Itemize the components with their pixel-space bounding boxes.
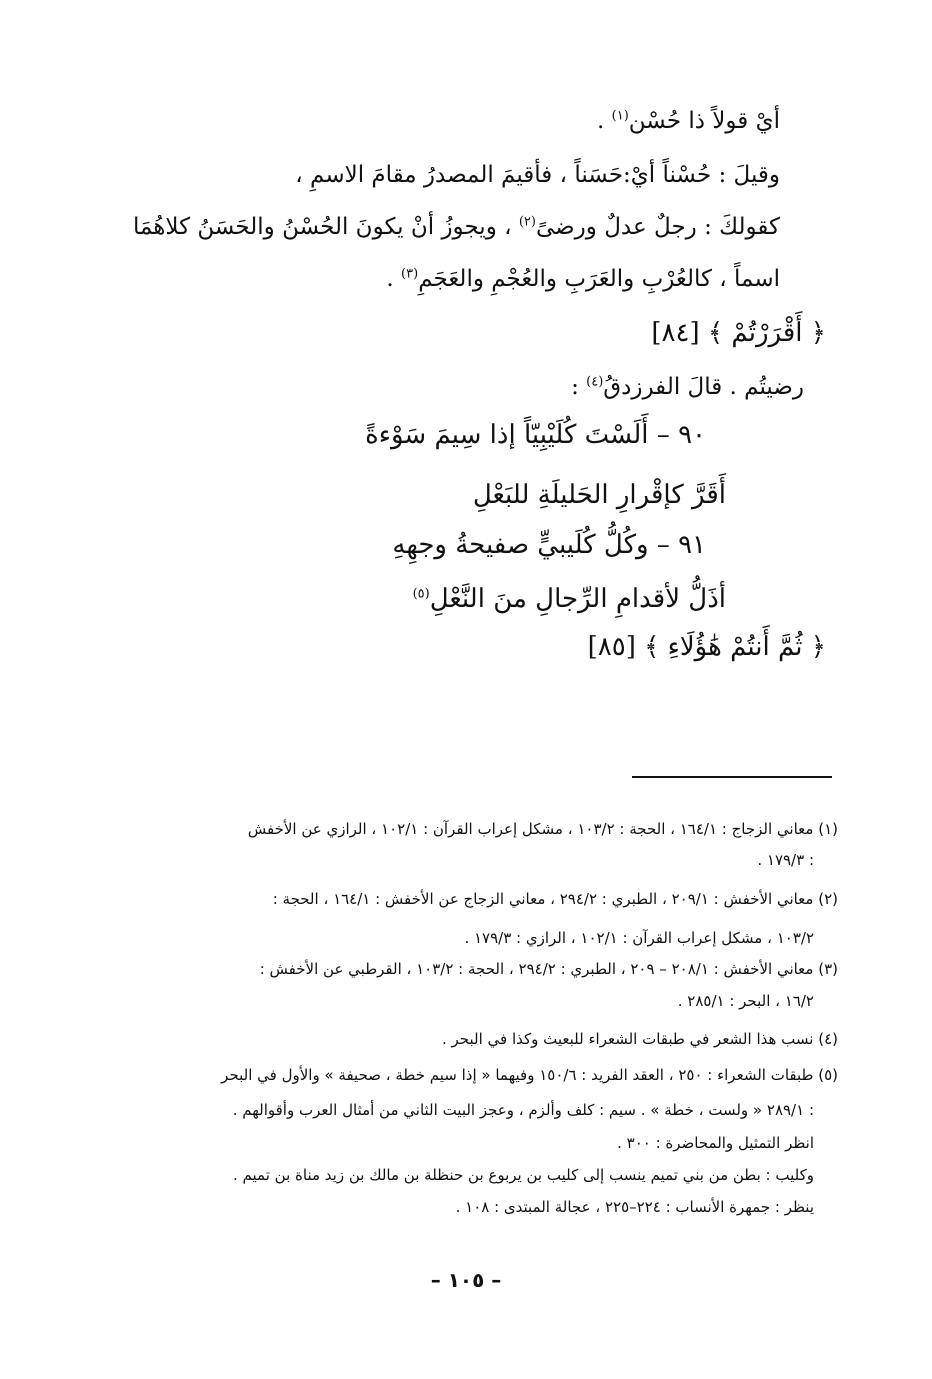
- main-text-line-2: وقيلَ : حُسْناً أيْ:حَسَناً ، فأقيمَ المصدرُ مقامَ الاسمِ ،: [295, 162, 780, 188]
- verse-reference: [٨٥]: [587, 632, 636, 662]
- verse-number: ٩٠ –: [656, 420, 706, 450]
- footnote-ref-3[interactable]: (٣): [401, 266, 419, 282]
- footnote-5-continued: : ٢٨٩/١ « ولست ، خطة » . سيم : كلف وألزم ، وعجز البيت الثاني من أمثال العرب وأقوالهم .: [232, 1101, 814, 1119]
- footnote-ref-4[interactable]: (٤): [586, 374, 604, 390]
- page-number: – ١٠٥ –: [430, 1268, 502, 1292]
- poem-verse-90-second-hemistich: أَقَرَّ كإقْرارِ الحَليلَةِ للبَعْلِ: [472, 480, 726, 510]
- footnote-4: (٤) نسب هذا الشعر في طبقات الشعراء للبعيث وكذا في البحر .: [441, 1030, 838, 1048]
- main-text-line-3: كقولكَ : رجلٌ عدلٌ ورضىً$^{(٢)}$ ، ويجوزُ أنْ يكونَ الحُسْنُ والحَسَنُ كلاهُمَا: [132, 214, 780, 240]
- poem-verse-91-first-hemistich: ٩١ – وكُلُّ كُلَيبيٍّ صفيحةُ وجهِهِ: [392, 530, 706, 560]
- footnote-ref-2[interactable]: (٢): [518, 214, 536, 230]
- footnote-separator: [632, 776, 832, 778]
- quran-text: ثُمَّ أَنتُمْ هَٰؤُلَاءِ: [667, 632, 803, 662]
- footnote-5-kulayb: وكليب : بطن من بني تميم ينسب إلى كليب بن يربوع بن حنظلة بن مالك بن زيد مناة بن تميم .: [233, 1166, 814, 1184]
- footnote-5-reference: انظر التمثيل والمحاضرة : ٣٠٠ .: [617, 1134, 814, 1152]
- quran-verse-84: [651, 318, 826, 348]
- quran-text: أَقْرَرْتُمْ: [731, 318, 803, 348]
- footnote-3-continued: ١٦/٢ ، البحر : ٢٨٥/١ .: [677, 992, 814, 1010]
- quran-verse-85: [588, 632, 826, 662]
- footnote-5: (٥) طبقات الشعراء : ٢٥٠ ، العقد الفريد : ١٥٠/٦ وفيهما « إذا سيم خطة ، صحيفة » والأول في البحر: [221, 1066, 838, 1084]
- verse-number: ٩١ –: [656, 530, 706, 560]
- main-text-line-4: اسماً ، كالعُرْبِ والعَرَبِ والعُجْمِ والعَجَمِ$^{(٣)}$ .: [386, 266, 780, 292]
- ornate-bracket-open: ﴿: [810, 318, 826, 348]
- verse-reference: [٨٤]: [651, 318, 700, 348]
- footnote-ref-5[interactable]: (٥): [412, 586, 430, 602]
- footnote-ref-1[interactable]: (١): [611, 108, 629, 124]
- footnote-3: (٣) معاني الأخفش : ٢٠٨/١ – ٢٠٩ ، الطبري : ٢٩٤/٢ ، الحجة : ١٠٣/٢ ، القرطبي عن الأخفش :: [259, 960, 838, 978]
- footnote-2: (٢) معاني الأخفش : ٢٠٩/١ ، الطبري : ٢٩٤/٢ ، معاني الزجاج عن الأخفش : ١٦٤/١ ، الحجة :: [272, 890, 838, 908]
- ornate-bracket-close: ﴾: [644, 632, 660, 662]
- poem-verse-91-second-hemistich: أذَلُّ لأقدامِ الرِّجالِ منَ النَّعْلِ$^{(٥)}$: [412, 584, 726, 614]
- footnote-2-continued: ١٠٣/٢ ، مشكل إعراب القرآن : ١٠٢/١ ، الرازي : ١٧٩/٣ .: [464, 929, 814, 947]
- poem-verse-90-first-hemistich: ٩٠ – أَلَسْتَ كُلَيْبِيّاً إذا سِيمَ سَوْءةً: [365, 420, 706, 450]
- ornate-bracket-close: ﴾: [707, 318, 724, 348]
- main-text-line-1: أيْ قولاً ذا حُسْن$^{(١)}$ .: [597, 108, 780, 134]
- footnote-5-sources: ينظر : جمهرة الأنساب : ٢٢٤–٢٢٥ ، عجالة المبتدى : ١٠٨ .: [455, 1198, 814, 1216]
- footnote-1-continued: : ١٧٩/٣ .: [757, 851, 814, 869]
- explanation-line: رضيتُم . قالَ الفرزدقُ$^{(٤)}$ :: [571, 374, 804, 400]
- footnote-1: (١) معاني الزجاج : ١٦٤/١ ، الحجة : ١٠٣/٢ ، مشكل إعراب القرآن : ١٠٢/١ ، الرازي عن الأخفش: [247, 820, 838, 838]
- ornate-bracket-open: ﴿: [810, 632, 826, 662]
